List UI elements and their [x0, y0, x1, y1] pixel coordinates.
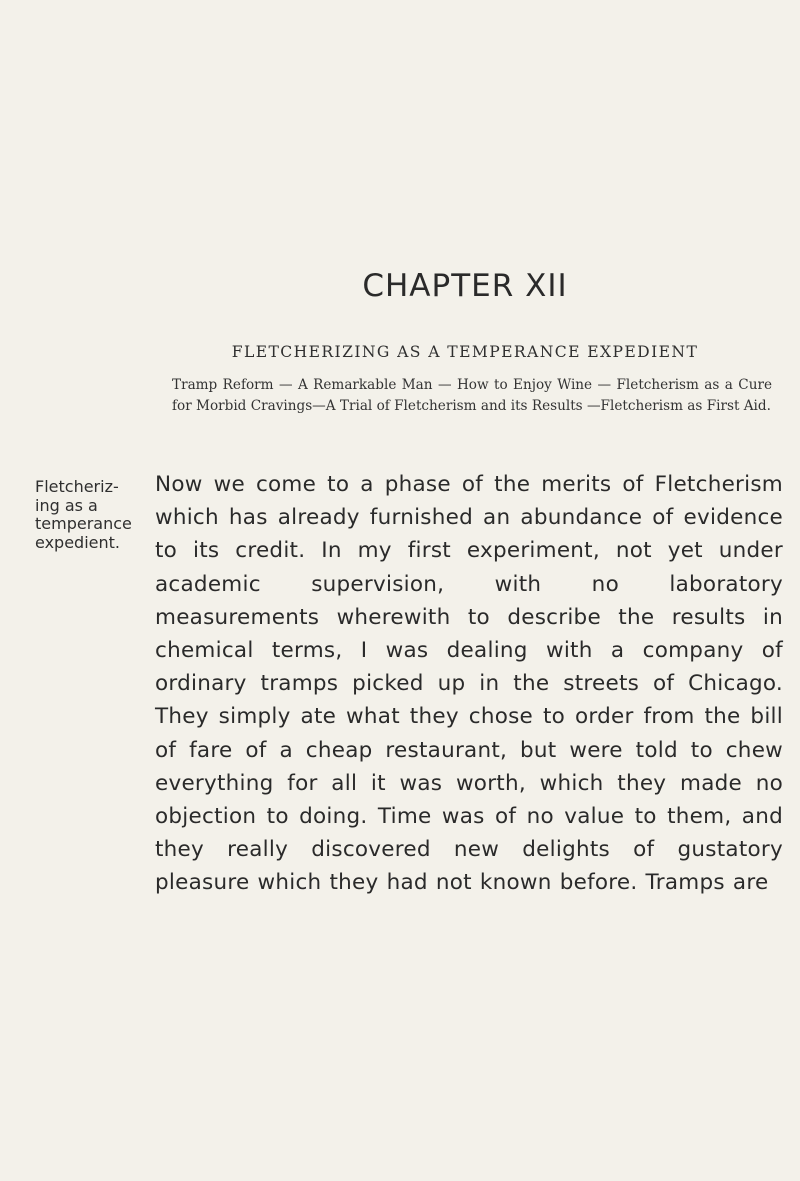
body-paragraph: Now we come to a phase of the merits of Fletcherism which has already furnished an abundance of evidence to its credit. In my first experiment, not yet under academic supervision, with no laboratory measurements wherewith to describe the results in chemical terms, I was dealing with a company of ordinary tramps picked up in the streets of Chicago. They simply ate what they chose to order from the bill of fare of a cheap restaurant, but were told to chew everything for all it was worth, which they made no objection to doing. Time was of no value to them, and they really discovered new delights of gustatory pleasure which they had not known before. Tramps are	[155, 472, 783, 896]
chapter-title: FLETCHERIZING AS A TEMPERANCE EXPEDIENT	[231, 343, 699, 361]
chapter-synopsis: Tramp Reform — A Remarkable Man — How to Enjoy Wine — Fletcherism as a Cure for Morbid Cravings—A Trial of Fletcherism and its Results —Fletcherism as First Aid.	[172, 377, 772, 414]
margin-note: Fletcheriz- ing as a temperance expedient.	[35, 477, 132, 552]
chapter-heading: CHAPTER XII	[362, 268, 568, 304]
